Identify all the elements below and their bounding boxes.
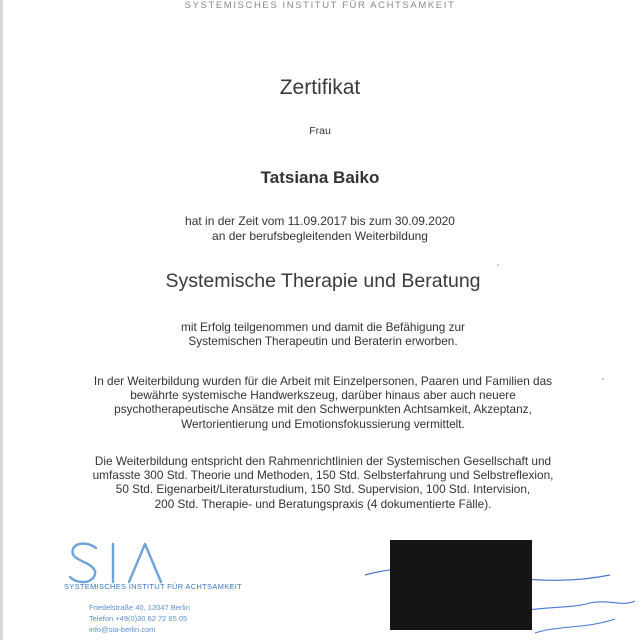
- address: Friedelstraße 40, 12047 Berlin: [89, 603, 190, 612]
- contact-info: [89, 602, 190, 635]
- text-line: Wertorientierung und Emotionsfokussierung vermittelt.: [181, 416, 465, 431]
- text-line: Systemischen Therapeutin und Beraterin erworben.: [188, 334, 458, 349]
- salutation: Frau: [309, 125, 331, 137]
- phone: Telefon +49(0)30 62 72 65 05: [89, 614, 188, 623]
- program-title: Systemische Therapie und Beratung: [165, 270, 481, 292]
- scan-speck: [497, 264, 499, 266]
- curriculum-paragraph: [0, 454, 640, 511]
- email: info@sia-berlin.com: [89, 625, 156, 634]
- text-line: Die Weiterbildung entspricht den Rahmenrichtlinien der Systemischen Gesellschaft und: [94, 454, 552, 468]
- text-line: psychotherapeutische Ansätze mit den Schwerpunkten Achtsamkeit, Akzeptanz,: [114, 402, 532, 417]
- header-institute-name: SYSTEMISCHES INSTITUT FÜR ACHTSAMKEIT: [184, 0, 456, 11]
- training-period: [0, 214, 640, 244]
- redaction-box: [390, 540, 532, 630]
- text-line: In der Weiterbildung wurden für die Arbeit mit Einzelpersonen, Paaren und Familien das: [93, 374, 553, 388]
- logo-subtitle: SYSTEMISCHES INSTITUT FÜR ACHTSAMKEIT: [64, 582, 243, 591]
- result-paragraph: [0, 320, 640, 348]
- text-line: mit Erfolg teilgenommen und damit die Befähigung zur: [181, 320, 465, 334]
- institute-logo-block: [56, 520, 256, 640]
- text-line: umfasste 300 Std. Theorie und Methoden, 150 Std. Selbsterfahrung und Selbstreflexion,: [92, 468, 554, 483]
- period-line: an der berufsbegleitenden Weiterbildung: [212, 229, 428, 243]
- description-paragraph: [0, 374, 640, 431]
- scan-speck: [602, 378, 604, 380]
- text-line: 50 Std. Eigenarbeit/Literaturstudium, 150 Std. Supervision, 100 Std. Intervision,: [115, 482, 531, 497]
- text-line: bewährte systemische Handwerkszeug, darüber hinaus aber auch neuere: [130, 388, 516, 403]
- text-line: 200 Std. Therapie- und Beratungspraxis (4 dokumentierte Fälle).: [154, 496, 492, 511]
- certificate-title: Zertifikat: [279, 76, 361, 99]
- period-line: hat in der Zeit vom 11.09.2017 bis zum 30.09.2020: [185, 214, 455, 228]
- recipient-name: Tatsiana Baiko: [260, 168, 380, 187]
